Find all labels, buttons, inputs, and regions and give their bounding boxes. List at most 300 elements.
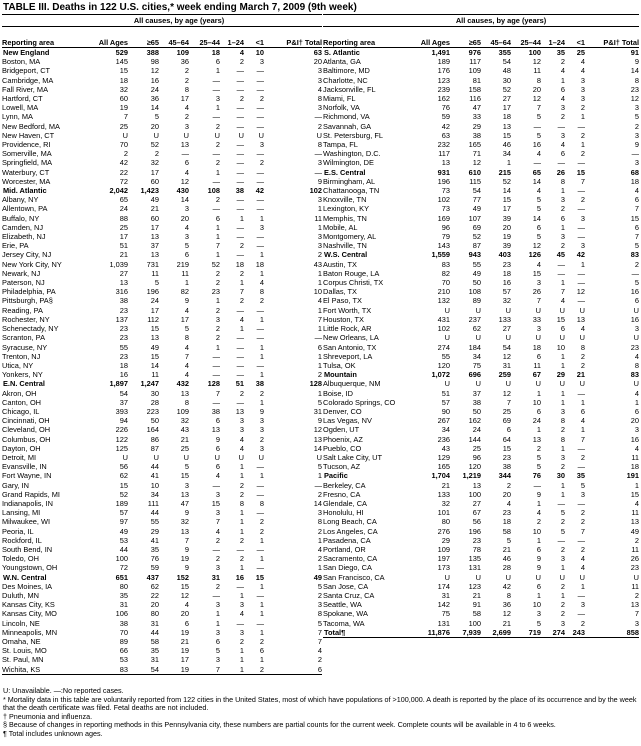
value-cell: 20 <box>150 121 159 131</box>
value-cell: 1 <box>259 627 265 637</box>
value-cell: 34 <box>150 489 159 499</box>
value-cell: — <box>236 176 244 186</box>
value-cell: 11 <box>631 452 640 462</box>
value-cell: 3 <box>259 57 265 67</box>
table-row <box>2 619 322 628</box>
area-cell: Los Angeles, CA <box>323 526 378 536</box>
value-cell: 3 <box>560 232 565 242</box>
value-cell: 1,491 <box>431 48 450 57</box>
value-cell: 1 <box>317 278 323 288</box>
value-cell: 3 <box>560 103 565 113</box>
value-cell: 4 <box>215 526 220 536</box>
value-cell: 5 <box>317 462 323 472</box>
value-cell: 18 <box>502 517 511 527</box>
area-cell: Milwaukee, WI <box>2 517 51 527</box>
value-cell: 55 <box>472 259 481 269</box>
value-cell: 34 <box>441 425 450 435</box>
table-row <box>323 462 639 471</box>
value-cell: 54 <box>502 342 511 352</box>
value-cell: 6 <box>215 213 220 223</box>
area-cell: Columbus, OH <box>2 434 51 444</box>
value-cell: 5 <box>634 278 640 288</box>
value-cell: 7 <box>239 287 244 297</box>
value-cell: 197 <box>437 554 450 564</box>
value-cell: 2 <box>560 600 565 610</box>
value-cell: 12 <box>532 241 541 251</box>
value-cell: 7 <box>560 287 565 297</box>
value-cell: 20 <box>180 213 189 223</box>
table-row <box>2 296 322 305</box>
col-header-pi-total: P&I† Total <box>264 27 322 48</box>
value-cell: 7 <box>506 397 511 407</box>
value-cell: 89 <box>119 637 128 646</box>
value-cell: 145 <box>115 57 128 67</box>
value-cell: 10 <box>255 48 265 57</box>
value-cell: 11 <box>631 544 640 554</box>
value-cell: 7 <box>317 627 323 637</box>
value-cell: 2 <box>259 526 265 536</box>
area-cell: Nashville, TN <box>323 241 367 251</box>
table-row <box>323 343 639 352</box>
value-cell: U <box>238 130 244 140</box>
value-cell: 196 <box>468 526 481 536</box>
area-cell: W.N. Central <box>3 572 47 582</box>
value-cell: 6 <box>560 213 565 223</box>
value-cell: 3 <box>317 508 323 518</box>
table-row <box>2 168 322 177</box>
value-cell: 5 <box>536 462 541 472</box>
value-cell: 32 <box>502 296 511 306</box>
value-cell: 132 <box>437 296 450 306</box>
value-cell: U <box>535 305 541 315</box>
value-cell: 17 <box>150 167 159 177</box>
table-row <box>323 545 639 554</box>
value-cell: 19 <box>119 103 128 113</box>
value-cell: 109 <box>437 544 450 554</box>
value-cell: 7 <box>317 637 323 646</box>
table-row <box>323 94 639 103</box>
value-cell: 24 <box>150 296 159 306</box>
value-cell: 2 <box>317 554 323 564</box>
value-cell: 20 <box>150 600 159 610</box>
value-cell: 1 <box>259 600 265 610</box>
table-title: TABLE III. Deaths in 122 U.S. cities,* week ending March 7, 2009 (9th week) <box>3 2 357 13</box>
value-cell: 120 <box>437 360 450 370</box>
value-cell: — <box>577 232 586 242</box>
table-row <box>2 122 322 131</box>
value-cell: 91 <box>472 600 481 610</box>
area-cell: Pueblo, CO <box>323 443 362 453</box>
value-cell: 43 <box>441 443 450 453</box>
value-cell: 6 <box>536 222 541 232</box>
value-cell: 18 <box>630 462 640 472</box>
value-cell: 7 <box>215 241 220 251</box>
value-cell: 23 <box>502 452 511 462</box>
value-cell: 79 <box>441 232 450 242</box>
value-cell: 116 <box>469 94 481 104</box>
value-cell: U <box>505 572 511 582</box>
value-cell: 2 <box>560 241 565 251</box>
value-cell: 431 <box>437 314 450 324</box>
value-cell: 1,219 <box>462 471 481 481</box>
value-cell: 109 <box>176 406 189 416</box>
value-cell: 39 <box>502 213 511 223</box>
value-cell: 15 <box>180 471 189 481</box>
area-cell: Mobile, AL <box>323 222 358 232</box>
value-cell: 27 <box>472 498 481 508</box>
value-cell: 54 <box>502 57 511 67</box>
value-cell: 4 <box>239 434 244 444</box>
value-cell: — <box>256 360 265 370</box>
value-cell: U <box>579 305 586 315</box>
value-cell: — <box>256 232 265 242</box>
value-cell: — <box>236 544 244 554</box>
col-header-1-24: 1–24 <box>220 27 244 48</box>
value-cell: 63 <box>313 48 323 57</box>
value-cell: 6 <box>560 149 565 159</box>
value-cell: 1 <box>215 66 220 76</box>
value-cell: 25 <box>472 443 481 453</box>
value-cell: 1 <box>317 305 323 315</box>
value-cell: 31 <box>211 572 220 582</box>
table-row <box>2 306 322 315</box>
value-cell: — <box>533 121 541 131</box>
area-cell: Lynn, MA <box>2 112 33 122</box>
value-cell: 2,699 <box>481 628 511 638</box>
area-cell: Chicago, IL <box>2 406 40 416</box>
value-cell: U <box>444 379 450 389</box>
value-cell: 1 <box>259 471 265 481</box>
value-cell: U <box>633 379 640 389</box>
value-cell: 67 <box>532 370 541 380</box>
value-cell: — <box>533 480 541 490</box>
value-cell: 21 <box>576 370 586 380</box>
value-cell: 35 <box>119 590 128 600</box>
value-cell: 9 <box>184 296 189 306</box>
value-cell: U <box>475 572 481 582</box>
value-cell: 12 <box>532 57 541 67</box>
table-row <box>2 140 322 149</box>
area-cell: Peoria, IL <box>2 526 34 536</box>
table-row <box>2 112 322 121</box>
area-cell: Pacific <box>324 471 348 481</box>
area-cell: Wilmington, DE <box>323 158 374 168</box>
table-row <box>323 361 639 370</box>
footnote-para: ¶ Total includes unknown ages. <box>3 728 103 738</box>
value-cell: 2 <box>634 259 640 269</box>
area-cell: Shreveport, LA <box>323 351 373 361</box>
value-cell: 14 <box>532 176 541 186</box>
table-row <box>2 665 322 675</box>
value-cell: 196 <box>437 176 450 186</box>
area-cell: Scranton, PA <box>2 333 45 343</box>
value-cell: 2 <box>317 526 323 536</box>
value-cell: 6 <box>259 646 265 656</box>
value-cell: 1 <box>317 360 323 370</box>
value-cell: 8 <box>239 498 244 508</box>
value-cell: 20 <box>630 416 640 426</box>
value-cell: — <box>236 333 244 343</box>
value-cell: 42 <box>576 250 586 260</box>
value-cell: 59 <box>150 563 159 573</box>
value-cell: 4 <box>184 370 189 380</box>
value-cell: 1,072 <box>431 370 450 380</box>
value-cell: 73 <box>441 186 450 196</box>
value-cell: — <box>236 204 244 214</box>
value-cell: 15 <box>119 66 128 76</box>
value-cell: 5 <box>154 112 159 122</box>
table-row <box>2 223 322 232</box>
value-cell: 16 <box>630 314 640 324</box>
value-cell: — <box>256 333 265 343</box>
value-cell: — <box>236 360 244 370</box>
value-cell: 1,247 <box>140 379 159 389</box>
value-cell: 21 <box>180 434 189 444</box>
value-cell: 5 <box>317 581 323 591</box>
col-header-25-44: 25–44 <box>511 27 541 48</box>
value-cell: 102 <box>437 195 450 205</box>
value-cell: 4 <box>634 498 640 508</box>
value-cell: 8 <box>184 333 189 343</box>
area-cell: El Paso, TX <box>323 296 362 306</box>
value-cell: 7 <box>536 103 541 113</box>
value-cell: 14 <box>532 213 541 223</box>
area-cell: Detroit, MI <box>2 452 37 462</box>
value-cell: 1 <box>239 590 244 600</box>
value-cell: 3 <box>580 600 586 610</box>
value-cell: 44 <box>150 462 159 472</box>
area-cell: Providence, RI <box>2 140 51 150</box>
value-cell: 53 <box>119 655 128 665</box>
table-row <box>323 352 639 361</box>
right-table <box>323 14 639 638</box>
value-cell: 55 <box>119 342 128 352</box>
value-cell: 41 <box>150 471 159 481</box>
value-cell: 2 <box>560 462 565 472</box>
value-cell: U <box>505 305 511 315</box>
table-row <box>2 278 322 287</box>
table-row <box>2 324 322 333</box>
value-cell: 5 <box>634 112 640 122</box>
value-cell: 165 <box>468 140 481 150</box>
value-cell: 12 <box>150 66 159 76</box>
area-cell: Total¶ <box>323 628 417 638</box>
value-cell: 5 <box>184 324 189 334</box>
value-cell: 4 <box>184 103 189 113</box>
value-cell: 44 <box>119 544 128 554</box>
value-cell: 23 <box>502 508 511 518</box>
value-cell: 15 <box>119 480 128 490</box>
value-cell: 344 <box>498 471 511 481</box>
value-cell: 12 <box>180 590 189 600</box>
value-cell: 19 <box>502 232 511 242</box>
value-cell: — <box>212 590 220 600</box>
value-cell: 51 <box>119 241 128 251</box>
area-cell: Corpus Christi, TX <box>323 278 384 288</box>
value-cell: 5 <box>184 462 189 472</box>
table-row <box>2 655 322 664</box>
value-cell: U <box>579 572 586 582</box>
col-header-1-24: 1–24 <box>541 27 565 48</box>
value-cell: 3 <box>560 406 565 416</box>
value-cell: 719 <box>511 628 541 638</box>
value-cell: 3 <box>317 241 323 251</box>
area-cell: Lexington, KY <box>323 204 370 214</box>
value-cell: 3 <box>259 443 265 453</box>
value-cell: 70 <box>441 278 450 288</box>
value-cell: 108 <box>468 287 481 297</box>
value-cell: 50 <box>150 416 159 426</box>
value-cell: 108 <box>207 186 220 196</box>
area-cell: Rochester, NY <box>2 314 50 324</box>
value-cell: 36 <box>150 94 159 104</box>
value-cell: 1 <box>215 222 220 232</box>
table-row <box>2 481 322 490</box>
value-cell: 12 <box>313 425 323 435</box>
value-cell: 21 <box>472 590 481 600</box>
value-cell: 15 <box>502 195 511 205</box>
table-row <box>2 269 322 278</box>
table-row <box>323 508 639 517</box>
value-cell: 27 <box>119 268 128 278</box>
table-row <box>323 435 639 444</box>
area-cell: Dayton, OH <box>2 443 41 453</box>
value-cell: 219 <box>176 259 189 269</box>
table-row <box>2 94 322 103</box>
value-cell: 4 <box>184 222 189 232</box>
table-row <box>323 582 639 591</box>
area-cell: Tucson, AZ <box>323 462 361 472</box>
value-cell: 8 <box>259 498 265 508</box>
value-cell: 1 <box>259 554 265 564</box>
region-row <box>2 186 322 195</box>
value-cell: 3 <box>215 314 220 324</box>
area-cell: Houston, TX <box>323 314 364 324</box>
value-cell: 1 <box>215 296 220 306</box>
value-cell: 267 <box>437 416 450 426</box>
area-cell: St. Petersburg, FL <box>323 130 383 140</box>
area-cell: New England <box>3 48 50 57</box>
value-cell: 2 <box>239 57 244 67</box>
value-cell: U <box>505 379 511 389</box>
value-cell: 3 <box>215 563 220 573</box>
value-cell: 15 <box>502 130 511 140</box>
value-cell: 24 <box>532 416 541 426</box>
value-cell: 49 <box>313 572 323 582</box>
value-cell: — <box>314 167 323 177</box>
area-cell: Tulsa, OK <box>323 360 356 370</box>
value-cell: 2 <box>239 480 244 490</box>
value-cell: 7 <box>215 388 220 398</box>
area-cell: Miami, FL <box>323 94 356 104</box>
table-row <box>323 315 639 324</box>
value-cell: 2 <box>580 130 586 140</box>
value-cell: 36 <box>180 57 189 67</box>
value-cell: 120 <box>468 462 481 472</box>
value-cell: 2 <box>580 508 586 518</box>
value-cell: 12 <box>532 94 541 104</box>
table-row <box>2 370 322 379</box>
value-cell: 3 <box>215 627 220 637</box>
area-cell: Evansville, IN <box>2 462 47 472</box>
table-row <box>323 563 639 572</box>
value-cell: 60 <box>150 213 159 223</box>
area-cell: New Haven, CT <box>2 130 55 140</box>
value-cell: — <box>577 443 586 453</box>
value-cell: 48 <box>502 66 511 76</box>
value-cell: 3 <box>317 195 323 205</box>
value-cell: 86 <box>150 434 159 444</box>
value-cell: 17 <box>502 204 511 214</box>
value-cell: 50 <box>472 406 481 416</box>
value-cell: 5 <box>184 241 189 251</box>
value-cell: U <box>214 452 220 462</box>
value-cell: 13 <box>472 480 481 490</box>
region-row <box>323 168 639 177</box>
table-row <box>2 527 322 536</box>
value-cell: — <box>256 195 265 205</box>
value-cell: 36 <box>502 600 511 610</box>
value-cell: 1 <box>560 397 565 407</box>
area-cell: Charlotte, NC <box>323 75 368 85</box>
value-cell: 3 <box>317 158 323 168</box>
value-cell: 276 <box>437 526 450 536</box>
table-row <box>2 315 322 324</box>
table-row <box>323 76 639 85</box>
table-row <box>323 407 639 416</box>
value-cell: 42 <box>502 581 511 591</box>
col-header-65-plus: ≥65 <box>450 27 481 48</box>
value-cell: 3 <box>184 121 189 131</box>
value-cell: 6 <box>215 416 220 426</box>
value-cell: 5 <box>317 397 323 407</box>
value-cell: 37 <box>472 388 481 398</box>
value-cell: 90 <box>441 406 450 416</box>
footnote-section: § Because of changes in reporting methods in this Pennsylvania city, these numbers are partial counts for the current week. Complete counts will be available in 4 to 6 weeks. <box>3 720 556 730</box>
value-cell: 4 <box>580 554 586 564</box>
value-cell: 35 <box>576 471 586 481</box>
value-cell: 39 <box>502 241 511 251</box>
area-cell: Santa Cruz, CA <box>323 590 375 600</box>
value-cell: 2 <box>560 609 565 619</box>
value-cell: 12 <box>472 158 481 168</box>
value-cell: 2 <box>184 75 189 85</box>
area-cell: Lowell, MA <box>2 103 39 113</box>
table-row <box>2 508 322 517</box>
value-cell: — <box>236 121 244 131</box>
value-cell: — <box>631 149 640 159</box>
table-row <box>2 214 322 223</box>
value-cell: 21 <box>180 637 189 646</box>
value-cell: 2 <box>560 425 565 435</box>
value-cell: 4 <box>239 443 244 453</box>
value-cell: U <box>316 130 323 140</box>
value-cell: — <box>557 259 565 269</box>
value-cell: 1 <box>239 462 244 472</box>
value-cell: 52 <box>472 232 481 242</box>
area-cell: Camden, NJ <box>2 222 44 232</box>
value-cell: 4 <box>634 388 640 398</box>
value-cell: 8 <box>634 75 640 85</box>
value-cell: 2 <box>215 581 220 591</box>
value-cell: 107 <box>468 213 481 223</box>
value-cell: 80 <box>441 517 450 527</box>
value-cell: U <box>559 333 565 343</box>
value-cell: 174 <box>437 581 450 591</box>
area-cell: Fort Worth, TX <box>323 305 372 315</box>
table-row <box>323 122 639 131</box>
value-cell: 3 <box>580 241 586 251</box>
